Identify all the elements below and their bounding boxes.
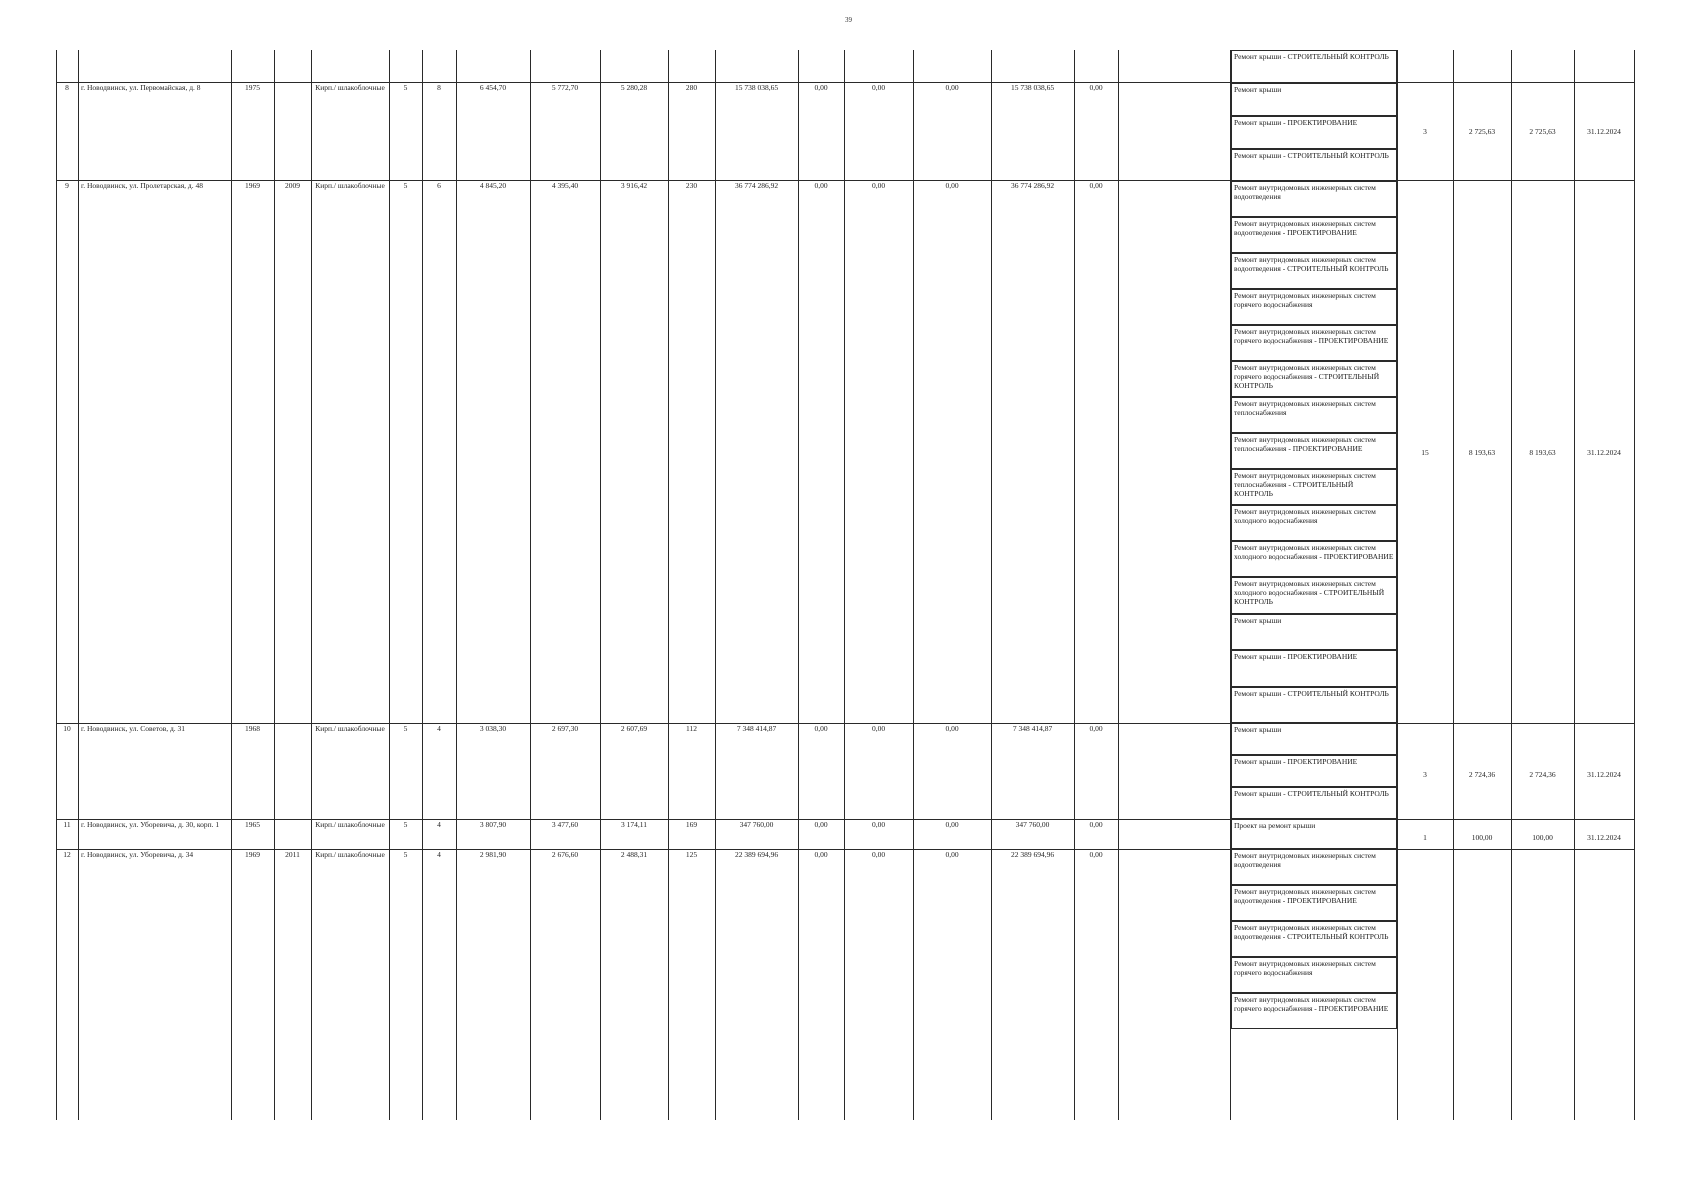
- entrances: 8: [437, 83, 441, 92]
- area-living: 3 916,42: [620, 181, 648, 190]
- area-living: 5 280,28: [620, 83, 648, 92]
- fund-other: 0,00: [1089, 724, 1103, 733]
- year-built: 1969: [245, 850, 260, 859]
- work-item: Ремонт внутридомовых инженерных систем водоотведения - ПРОЕКТИРОВАНИЕ: [1231, 885, 1397, 921]
- area-all: 2 697,30: [551, 724, 579, 733]
- works-count: 1: [1423, 833, 1427, 842]
- fund-owners: 36 774 286,92: [1010, 181, 1055, 190]
- fund-owners: 15 738 038,65: [1010, 83, 1055, 92]
- fund-federal: 0,00: [814, 820, 828, 829]
- residents: 112: [686, 724, 697, 733]
- address: г. Новодвинск, ул. Советов, д. 31: [81, 724, 186, 733]
- deadline: 31.12.2024: [1587, 448, 1621, 457]
- entrances: 4: [437, 820, 441, 829]
- work-item: Ремонт внутридомовых инженерных систем холодного водоснабжения - СТРОИТЕЛЬНЫЙ КОНТРОЛЬ: [1231, 577, 1397, 614]
- year-built: 1969: [245, 181, 260, 190]
- work-item: Ремонт внутридомовых инженерных систем горячего водоснабжения - ПРОЕКТИРОВАНИЕ: [1231, 993, 1397, 1029]
- work-item: Ремонт внутридомовых инженерных систем водоотведения: [1231, 849, 1397, 885]
- area-total: 2 981,90: [479, 850, 507, 859]
- wall-material: Кирп./ шлакоблочные: [315, 850, 385, 859]
- cost-total: 7 348 414,87: [736, 724, 777, 733]
- unit-cost: 2 724,36: [1468, 770, 1496, 779]
- year-repair: 2011: [285, 850, 300, 859]
- unit-cost: 100,00: [1471, 833, 1493, 842]
- deadline: 31.12.2024: [1587, 833, 1621, 842]
- wall-material: Кирп./ шлакоблочные: [315, 724, 385, 733]
- area-all: 2 676,60: [551, 850, 579, 859]
- fund-other: 0,00: [1089, 820, 1103, 829]
- work-item: Ремонт внутридомовых инженерных систем горячего водоснабжения: [1231, 289, 1397, 325]
- entrances: 6: [437, 181, 441, 190]
- work-item: Ремонт внутридомовых инженерных систем горячего водоснабжения - СТРОИТЕЛЬНЫЙ КОНТРОЛЬ: [1231, 361, 1397, 397]
- cost-total: 347 760,00: [739, 820, 774, 829]
- fund-other: 0,00: [1089, 850, 1103, 859]
- unit-cost: 2 725,63: [1468, 127, 1496, 136]
- work-item: Ремонт внутридомовых инженерных систем водоотведения - ПРОЕКТИРОВАНИЕ: [1231, 217, 1397, 253]
- year-built: 1975: [245, 83, 260, 92]
- area-total: 3 038,30: [479, 724, 507, 733]
- address: г. Новодвинск, ул. Пролетарская, д. 48: [81, 181, 203, 190]
- page-number: 39: [845, 16, 852, 24]
- works-count: 15: [1421, 448, 1429, 457]
- year-built: 1965: [245, 820, 260, 829]
- fund-regional: 0,00: [871, 820, 886, 829]
- fund-federal: 0,00: [814, 83, 828, 92]
- floors: 5: [403, 820, 408, 829]
- address: г. Новодвинск, ул. Первомайская, д. 8: [81, 83, 201, 92]
- area-living: 2 607,69: [620, 724, 648, 733]
- fund-regional: 0,00: [871, 850, 886, 859]
- fund-local: 0,00: [945, 181, 959, 190]
- area-living: 3 174,11: [621, 820, 647, 829]
- area-all: 3 477,60: [551, 820, 579, 829]
- entrances: 4: [437, 850, 441, 859]
- residents: 169: [685, 820, 698, 829]
- work-item: Ремонт крыши - СТРОИТЕЛЬНЫЙ КОНТРОЛЬ: [1231, 787, 1397, 819]
- fund-federal: 0,00: [814, 724, 828, 733]
- fund-owners: 22 389 694,96: [1010, 850, 1055, 859]
- max-cost: 2 725,63: [1529, 127, 1556, 136]
- fund-federal: 0,00: [814, 181, 828, 190]
- work-item: Ремонт внутридомовых инженерных систем водоотведения - СТРОИТЕЛЬНЫЙ КОНТРОЛЬ: [1231, 921, 1397, 957]
- deadline: 31.12.2024: [1587, 127, 1621, 136]
- unit-cost: 8 193,63: [1468, 448, 1496, 457]
- cost-total: 15 738 038,65: [734, 83, 779, 92]
- work-item: Ремонт крыши - СТРОИТЕЛЬНЫЙ КОНТРОЛЬ: [1231, 50, 1397, 83]
- work-item: Ремонт внутридомовых инженерных систем теплоснабжения - СТРОИТЕЛЬНЫЙ КОНТРОЛЬ: [1231, 469, 1397, 505]
- area-total: 6 454,70: [479, 83, 507, 92]
- fund-local: 0,00: [945, 83, 959, 92]
- area-all: 4 395,40: [551, 181, 579, 190]
- work-item: Ремонт внутридомовых инженерных систем теплоснабжения: [1231, 397, 1397, 433]
- wall-material: Кирп./ шлакоблочные: [315, 820, 385, 829]
- repair-program-table: [56, 50, 1636, 1120]
- fund-other: 0,00: [1089, 181, 1103, 190]
- row-number: 12: [63, 850, 71, 859]
- work-item: Ремонт внутридомовых инженерных систем теплоснабжения - ПРОЕКТИРОВАНИЕ: [1231, 433, 1397, 469]
- wall-material: Кирп./ шлакоблочные: [315, 83, 385, 92]
- fund-regional: 0,00: [871, 83, 886, 92]
- works-count: 3: [1423, 127, 1427, 136]
- fund-local: 0,00: [945, 850, 959, 859]
- fund-regional: 0,00: [871, 181, 886, 190]
- cost-total: 36 774 286,92: [734, 181, 779, 190]
- fund-federal: 0,00: [814, 850, 828, 859]
- address: г. Новодвинск, ул. Уборевича, д. 34: [81, 850, 194, 859]
- work-item: Ремонт крыши: [1231, 614, 1397, 650]
- fund-regional: 0,00: [871, 724, 886, 733]
- work-item: Ремонт крыши - СТРОИТЕЛЬНЫЙ КОНТРОЛЬ: [1231, 687, 1397, 723]
- work-item: Ремонт внутридомовых инженерных систем горячего водоснабжения - ПРОЕКТИРОВАНИЕ: [1231, 325, 1397, 361]
- work-item: Ремонт крыши - ПРОЕКТИРОВАНИЕ: [1231, 116, 1397, 149]
- floors: 5: [403, 850, 408, 859]
- work-item: Ремонт внутридомовых инженерных систем горячего водоснабжения: [1231, 957, 1397, 993]
- row-number: 9: [65, 181, 69, 190]
- address: г. Новодвинск, ул. Уборевича, д. 30, корп. 1: [81, 820, 220, 829]
- area-living: 2 488,31: [620, 850, 648, 859]
- floors: 5: [403, 83, 408, 92]
- wall-material: Кирп./ шлакоблочные: [315, 181, 385, 190]
- row-number: 8: [65, 83, 69, 92]
- residents: 230: [685, 181, 698, 190]
- year-built: 1968: [245, 724, 260, 733]
- work-item: Ремонт крыши: [1231, 83, 1397, 116]
- cost-total: 22 389 694,96: [734, 850, 779, 859]
- area-all: 5 772,70: [551, 83, 579, 92]
- residents: 280: [685, 83, 698, 92]
- work-item: Ремонт крыши - ПРОЕКТИРОВАНИЕ: [1231, 755, 1397, 787]
- max-cost: 8 193,63: [1529, 448, 1556, 457]
- deadline: 31.12.2024: [1587, 770, 1621, 779]
- work-item: Ремонт внутридомовых инженерных систем холодного водоснабжения: [1231, 505, 1397, 541]
- fund-owners: 7 348 414,87: [1012, 724, 1053, 733]
- fund-other: 0,00: [1089, 83, 1103, 92]
- floors: 5: [403, 181, 408, 190]
- fund-local: 0,00: [945, 820, 959, 829]
- works-count: 3: [1423, 770, 1427, 779]
- entrances: 4: [437, 724, 441, 733]
- year-repair: 2009: [285, 181, 300, 190]
- max-cost: 2 724,36: [1529, 770, 1556, 779]
- floors: 5: [403, 724, 408, 733]
- work-item: Ремонт крыши - ПРОЕКТИРОВАНИЕ: [1231, 650, 1397, 687]
- fund-local: 0,00: [945, 724, 959, 733]
- work-item: Ремонт внутридомовых инженерных систем водоотведения - СТРОИТЕЛЬНЫЙ КОНТРОЛЬ: [1231, 253, 1397, 289]
- row-number: 10: [63, 724, 71, 733]
- work-item: Ремонт внутридомовых инженерных систем водоотведения: [1231, 181, 1397, 217]
- max-cost: 100,00: [1532, 833, 1553, 842]
- area-total: 4 845,20: [479, 181, 507, 190]
- area-total: 3 807,90: [479, 820, 507, 829]
- residents: 125: [685, 850, 698, 859]
- work-item: Ремонт крыши - СТРОИТЕЛЬНЫЙ КОНТРОЛЬ: [1231, 149, 1397, 181]
- fund-owners: 347 760,00: [1015, 820, 1050, 829]
- work-item: Ремонт крыши: [1231, 723, 1397, 755]
- row-number: 11: [63, 820, 71, 829]
- work-item: Ремонт внутридомовых инженерных систем холодного водоснабжения - ПРОЕКТИРОВАНИЕ: [1231, 541, 1397, 577]
- work-item: Проект на ремонт крыши: [1231, 819, 1397, 849]
